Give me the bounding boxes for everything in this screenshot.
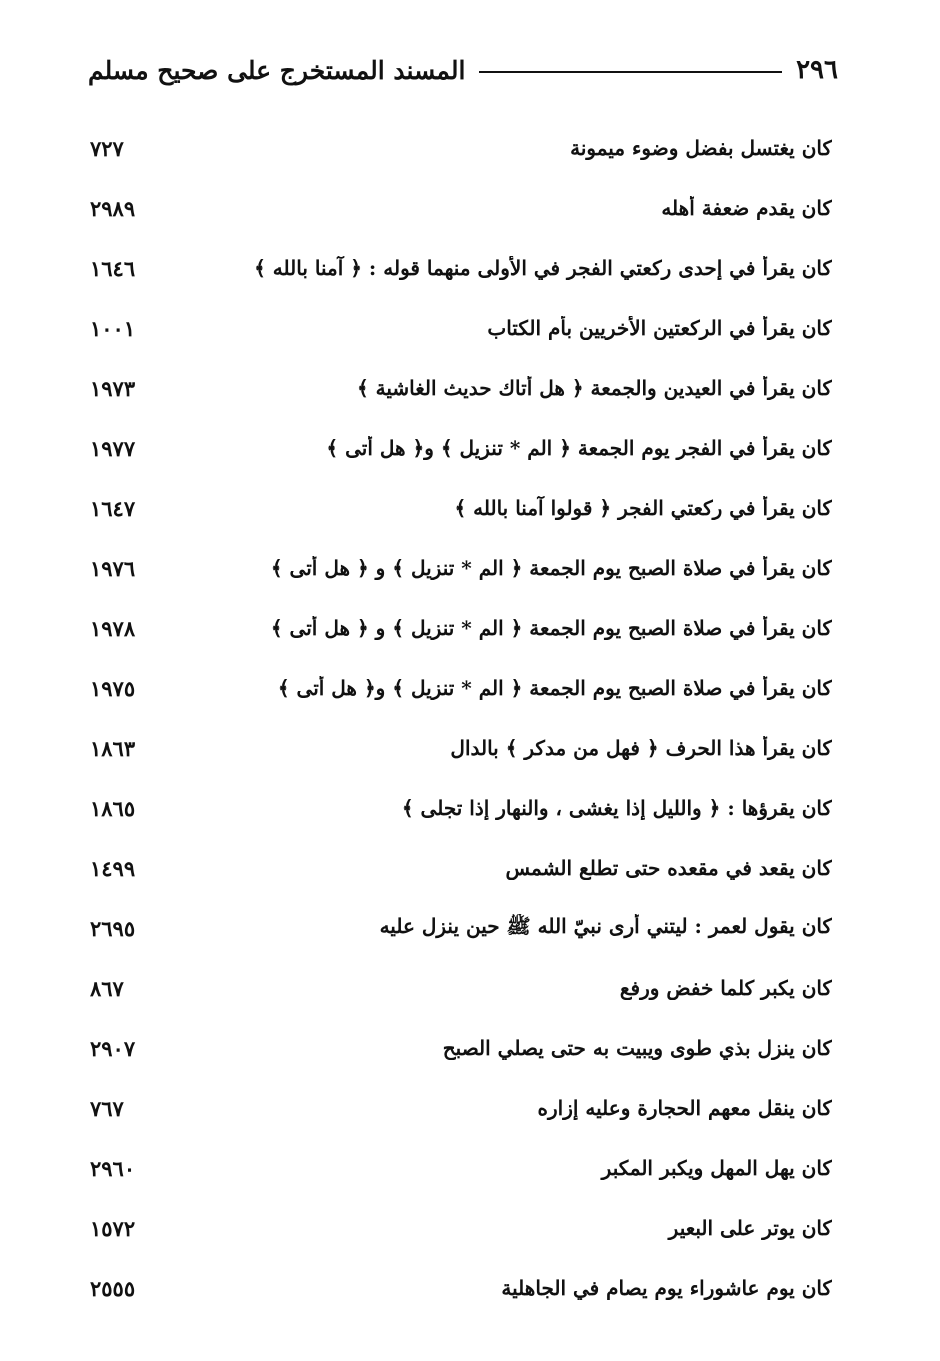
entry-number: ٢٩٠٧	[90, 1035, 136, 1061]
index-entry	[90, 598, 832, 658]
entry-text: كان يقرؤها : ﴿ والليل إذا يغشى ، والنهار إذا تجلى ﴾	[401, 796, 832, 820]
index-entry	[90, 478, 832, 538]
entry-number: ١٠٠١	[90, 315, 136, 341]
entry-number: ١٦٤٧	[90, 495, 136, 521]
entry-text: كان يوم عاشوراء يوم يصام في الجاهلية	[501, 1276, 832, 1300]
entry-number: ١٤٩٩	[90, 855, 136, 881]
entry-number: ١٩٧٧	[90, 435, 136, 461]
entry-number: ٨٦٧	[90, 975, 124, 1001]
entry-text: كان يقرأ في صلاة الصبح يوم الجمعة ﴿ الم * تنزيل ﴾ و﴿ هل أتى ﴾	[277, 676, 832, 700]
entry-text: كان يقرأ في صلاة الصبح يوم الجمعة ﴿ الم * تنزيل ﴾ و ﴿ هل أتى ﴾	[270, 556, 832, 580]
entry-number: ٢٩٦٠	[90, 1155, 136, 1181]
entry-number: ١٩٧٦	[90, 555, 136, 581]
index-entry	[90, 1258, 832, 1318]
index-entry	[90, 538, 832, 598]
header-rule	[479, 71, 782, 73]
index-entry	[90, 958, 832, 1018]
entry-text: كان يقرأ هذا الحرف ﴿ فهل من مدكر ﴾ بالدال	[450, 736, 832, 760]
entry-text: كان يقرأ في ركعتي الفجر ﴿ قولوا آمنا بالله ﴾	[454, 496, 832, 520]
index-entry	[90, 778, 832, 838]
entry-text: كان ينقل معهم الحجارة وعليه إزاره	[537, 1096, 832, 1120]
entry-text: كان يقرأ في إحدى ركعتي الفجر في الأولى منهما قوله : ﴿ آمنا بالله ﴾	[254, 256, 832, 280]
index-entry	[90, 718, 832, 778]
index-entry	[90, 358, 832, 418]
entry-text: كان يقرأ في الركعتين الأخريين بأم الكتاب	[487, 316, 832, 340]
entry-number: ١٩٧٥	[90, 675, 136, 701]
index-entry	[90, 1138, 832, 1198]
book-title: المسند المستخرج على صحيح مسلم	[88, 55, 466, 85]
entry-number: ١٥٧٢	[90, 1215, 136, 1241]
index-entry	[90, 238, 832, 298]
index-entry	[90, 658, 832, 718]
index-entry	[90, 298, 832, 358]
index-entry	[90, 1018, 832, 1078]
entry-number: ١٨٦٣	[90, 735, 136, 761]
entry-text: كان يكبر كلما خفض ورفع	[619, 976, 832, 1000]
page-number: ٢٩٦	[796, 55, 838, 85]
index-entry	[90, 898, 832, 958]
index-entry	[90, 1078, 832, 1138]
entry-number: ١٩٧٣	[90, 375, 136, 401]
index-entry	[90, 1198, 832, 1258]
page-header	[88, 48, 838, 92]
index-entry	[90, 178, 832, 238]
entry-text: كان يقدم ضعفة أهله	[661, 196, 832, 220]
entry-text: كان يغتسل بفضل وضوء ميمونة	[570, 136, 832, 160]
entry-text: كان يقول لعمر : ليتني أرى نبيّ الله ﷺ حين ينزل عليه	[379, 913, 832, 938]
entry-number: ١٩٧٨	[90, 615, 136, 641]
entry-number: ٢٩٨٩	[90, 195, 136, 221]
entry-number: ٧٢٧	[90, 135, 124, 161]
entry-text: كان ينزل بذي طوى ويبيت به حتى يصلي الصبح	[442, 1036, 832, 1060]
entry-number: ٢٥٥٥	[90, 1275, 136, 1301]
index-entry	[90, 118, 832, 178]
entry-number: ١٨٦٥	[90, 795, 136, 821]
entry-text: كان يقرأ في الفجر يوم الجمعة ﴿ الم * تنزيل ﴾ و﴿ هل أتى ﴾	[326, 436, 832, 460]
entry-text: كان يقرأ في العيدين والجمعة ﴿ هل أتاك حديث الغاشية ﴾	[356, 376, 832, 400]
entry-number: ٧٦٧	[90, 1095, 124, 1121]
entry-number: ٢٦٩٥	[90, 915, 136, 941]
index-entry	[90, 418, 832, 478]
index-entry	[90, 838, 832, 898]
entry-text: كان يقعد في مقعده حتى تطلع الشمس	[505, 856, 832, 880]
index-list	[90, 118, 832, 1318]
entry-text: كان يوتر على البعير	[668, 1216, 832, 1240]
entry-text: كان يهل المهل ويكبر المكبر	[601, 1156, 832, 1180]
entry-text: كان يقرأ في صلاة الصبح يوم الجمعة ﴿ الم * تنزيل ﴾ و ﴿ هل أتى ﴾	[270, 616, 832, 640]
entry-number: ١٦٤٦	[90, 255, 136, 281]
